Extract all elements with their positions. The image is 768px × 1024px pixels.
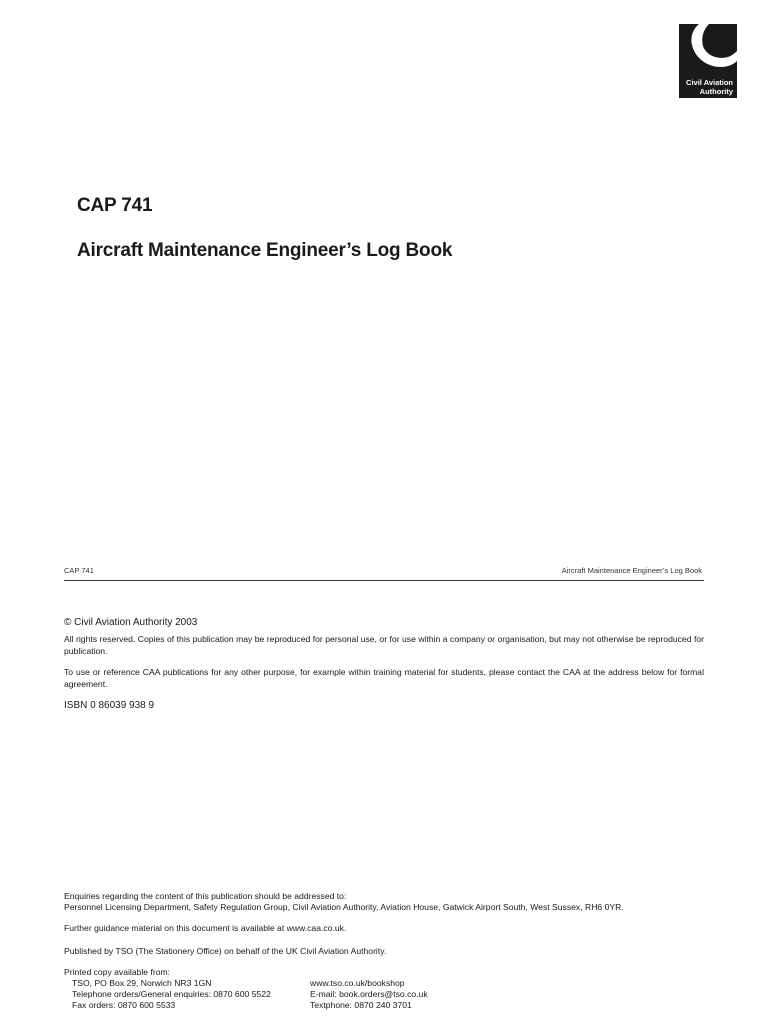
copyright-notice: © Civil Aviation Authority 2003 (64, 617, 198, 628)
logo-line-1: Civil Aviation (686, 78, 733, 87)
caa-logo (679, 24, 737, 98)
isbn: ISBN 0 86039 938 9 (64, 700, 155, 711)
contact-fax: Fax orders: 0870 600 5533 (72, 1000, 176, 1010)
publisher-note: Published by TSO (The Stationery Office) on behalf of the UK Civil Aviation Authority. (64, 946, 387, 956)
enquiries-intro: Enquiries regarding the content of this publication should be addressed to: (64, 891, 347, 901)
contact-email: E-mail: book.orders@tso.co.uk (310, 989, 428, 999)
contact-textphone: Textphone: 0870 240 3701 (310, 1000, 412, 1010)
contact-column-left (72, 978, 271, 1011)
running-header-left: CAP 741 (64, 566, 94, 575)
enquiries-address: Personnel Licensing Department, Safety Regulation Group, Civil Aviation Authority, Aviation House, Gatwick Airport South, West Sussex, RH6 0YR. (64, 902, 624, 912)
rights-paragraph: All rights reserved. Copies of this publication may be reproduced for personal use, or for use within a company or organisation, but may not otherwise be reproduced for publication. (64, 634, 704, 656)
caa-logo-text (686, 78, 733, 96)
printed-copy-label: Printed copy available from: (64, 967, 171, 977)
contact-website: www.tso.co.uk/bookshop (310, 978, 405, 988)
guidance-note: Further guidance material on this document is available at www.caa.co.uk. (64, 923, 347, 933)
running-header-right: Aircraft Maintenance Engineer’s Log Book (561, 566, 702, 575)
contact-address: TSO, PO Box 29, Norwich NR3 1GN (72, 978, 212, 988)
logo-line-2: Authority (699, 87, 733, 96)
contact-telephone: Telephone orders/General enquiries: 0870 600 5522 (72, 989, 271, 999)
document-title: Aircraft Maintenance Engineer’s Log Book (77, 240, 453, 261)
reference-paragraph: To use or reference CAA publications for any other purpose, for example within training material for students, please contact the CAA at the address below for formal agreement. (64, 667, 704, 689)
contact-column-right (310, 978, 428, 1011)
header-rule (64, 580, 704, 581)
cap-number: CAP 741 (77, 195, 153, 216)
